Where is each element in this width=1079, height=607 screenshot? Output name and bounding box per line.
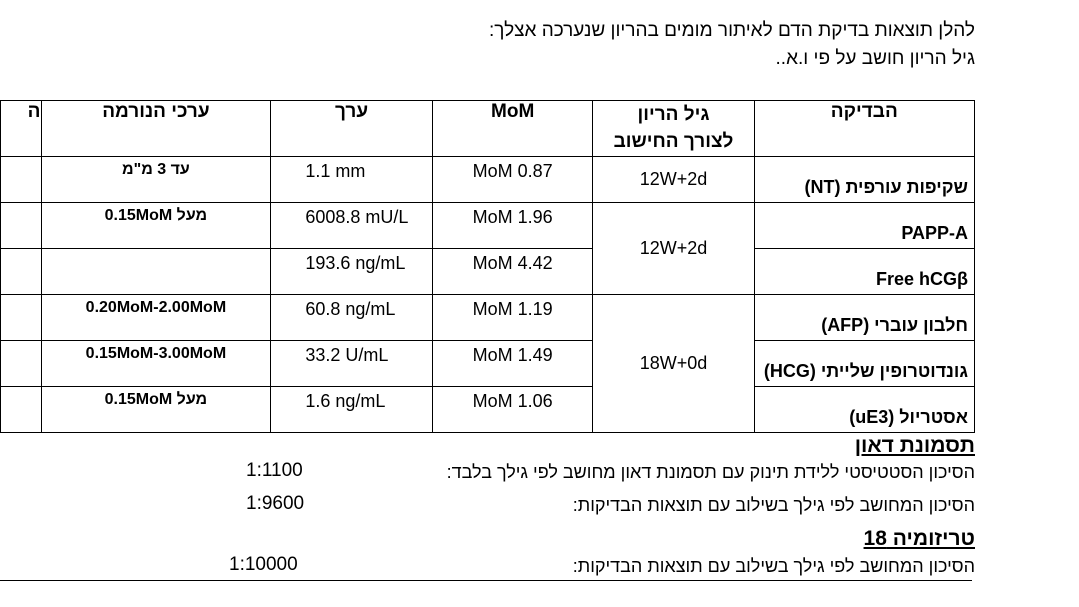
header-norm: ערכי הנורמה: [41, 101, 271, 157]
bottom-divider: [0, 580, 972, 581]
test-name: חלבון עוברי (AFP): [754, 295, 974, 341]
intro-line-2: גיל הריון חושב על פי ו.א..: [775, 48, 975, 69]
table-row: [1, 203, 975, 249]
header-gestational-age: [593, 101, 754, 157]
gestational-age: 18W+0d: [593, 295, 754, 433]
results-table: [0, 100, 975, 433]
table-row: [1, 387, 975, 433]
norm-range: 0.15MoM-3.00MoM: [41, 341, 271, 387]
mom-value: 1.49 MoM: [432, 341, 593, 387]
norm-range: 0.20MoM-2.00MoM: [41, 295, 271, 341]
norm-range: מעל 0.15MoM: [41, 203, 271, 249]
measured-value: 33.2 U/mL: [271, 341, 433, 387]
measured-value: 1.1 mm: [271, 157, 433, 203]
header-value: ערך: [271, 101, 433, 157]
gestational-age: 12W+2d: [593, 203, 754, 295]
extra-cell: [1, 295, 42, 341]
table-row: [1, 157, 975, 203]
norm-range: עד 3 מ"מ: [41, 157, 271, 203]
table-row: [1, 295, 975, 341]
header-age-line1: גיל הריון: [637, 104, 710, 125]
table-row: [1, 341, 975, 387]
mom-value: 0.87 MoM: [432, 157, 593, 203]
intro-line-1: להלן תוצאות בדיקת הדם לאיתור מומים בהריון שנערכה אצלך:: [489, 20, 975, 41]
measured-value: 193.6 ng/mL: [271, 249, 433, 295]
trisomy18-risk-combined-value: 1:10000: [229, 554, 298, 575]
table-header-row: [1, 101, 975, 157]
test-name: שקיפות עורפית (NT): [754, 157, 974, 203]
norm-range: [41, 249, 271, 295]
down-risk-combined-value: 1:9600: [246, 493, 305, 514]
extra-cell: [1, 387, 42, 433]
extra-cell: [1, 157, 42, 203]
mom-value: 1.19 MoM: [432, 295, 593, 341]
mom-value: 1.06 MoM: [432, 387, 593, 433]
extra-cell: [1, 203, 42, 249]
down-risk-age-label: הסיכון הסטטיסטי ללידת תינוק עם תסמונת דאון מחושב לפי גילך בלבד:: [446, 462, 975, 482]
mom-value: 1.96 MoM: [432, 203, 593, 249]
extra-cell: [1, 341, 42, 387]
test-name: Free hCGβ: [754, 249, 974, 295]
test-name: גונדוטרופין שלייתי (HCG): [754, 341, 974, 387]
trisomy18-title: טריזומיה 18: [863, 527, 975, 550]
mom-value: 4.42 MoM: [432, 249, 593, 295]
header-age-line2: לצורך החישוב: [613, 131, 734, 152]
header-extra: ה: [1, 101, 42, 157]
down-syndrome-title: תסמונת דאון: [854, 434, 975, 457]
down-risk-combined-label: הסיכון המחושב לפי גילך בשילוב עם תוצאות הבדיקות:: [572, 495, 975, 515]
gestational-age: 12W+2d: [593, 157, 754, 203]
header-test: הבדיקה: [754, 101, 974, 157]
measured-value: 1.6 ng/mL: [271, 387, 433, 433]
measured-value: 6008.8 mU/L: [271, 203, 433, 249]
measured-value: 60.8 ng/mL: [271, 295, 433, 341]
header-mom: MoM: [432, 101, 593, 157]
trisomy18-risk-combined-label: הסיכון המחושב לפי גילך בשילוב עם תוצאות הבדיקות:: [572, 556, 975, 576]
norm-range: מעל 0.15MoM: [41, 387, 271, 433]
test-name: אסטריול (uE3): [754, 387, 974, 433]
table-row: [1, 249, 975, 295]
down-risk-age-value: 1:1100: [246, 460, 303, 481]
extra-cell: [1, 249, 42, 295]
test-name: PAPP-A: [754, 203, 974, 249]
